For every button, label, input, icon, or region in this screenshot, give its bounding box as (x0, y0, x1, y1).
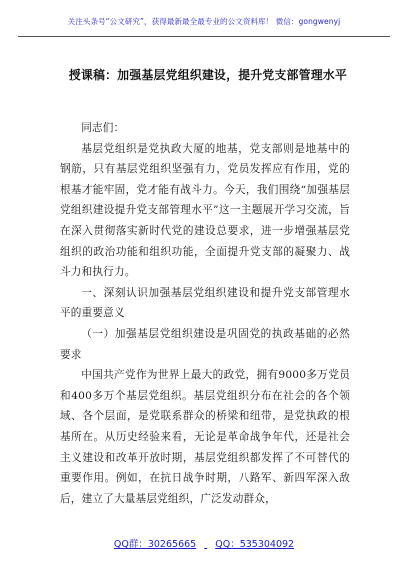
header-divider (18, 36, 390, 37)
document-body (60, 118, 350, 509)
paragraph: 基层党组织是党执政大厦的地基，党支部则是地基中的钢筋，只有基层党组织坚强有力，党员发挥应有作用，党的根基才能牢固，党才能有战斗力。今天，我们围绕“加强基层党组织建设提升党支部管理水平”这一主题展开学习交流，旨在深入贯彻落实新时代党的建设总要求，进一步增强基层党组织的政治功能和组织功能，全面提升党支部的凝聚力、战斗力和执行力。 (60, 142, 350, 279)
section-heading: 一、深刻认识加强基层党组织建设和提升党支部管理水平的重要意义 (60, 286, 350, 320)
page-footer (0, 536, 408, 550)
salutation: 同志们： (81, 122, 125, 134)
qq-link[interactable]: QQ：535304092 (215, 539, 295, 550)
page-header: 关注头条号“公文研究”，获得最新最全最专业的公文资料库！ 微信：gongwenyj (67, 17, 341, 26)
qq-group-link[interactable]: QQ群：30265665 (113, 539, 197, 550)
subsection-heading: （一）加强基层党组织建设是巩固党的执政基础的必然要求 (60, 327, 350, 361)
document-title: 授课稿：加强基层党组织建设，提升党支部管理水平 (68, 68, 348, 82)
paragraph: 中国共产党作为世界上最大的政党，拥有9000多万党员和400多万个基层党组织。基层党组织分布在社会的各个领域、各个层面，是党联系群众的桥梁和纽带，是党执政的根基所在。从历史经验来看，无论是革命战争年代，还是社会主义建设和改革开放时期，基层党组织都发挥了不可替代的重要作用。例如，在抗日战争时期，八路军、新四军深入敌后，建立了大量基层党组织，广泛发动群众， (60, 369, 350, 505)
